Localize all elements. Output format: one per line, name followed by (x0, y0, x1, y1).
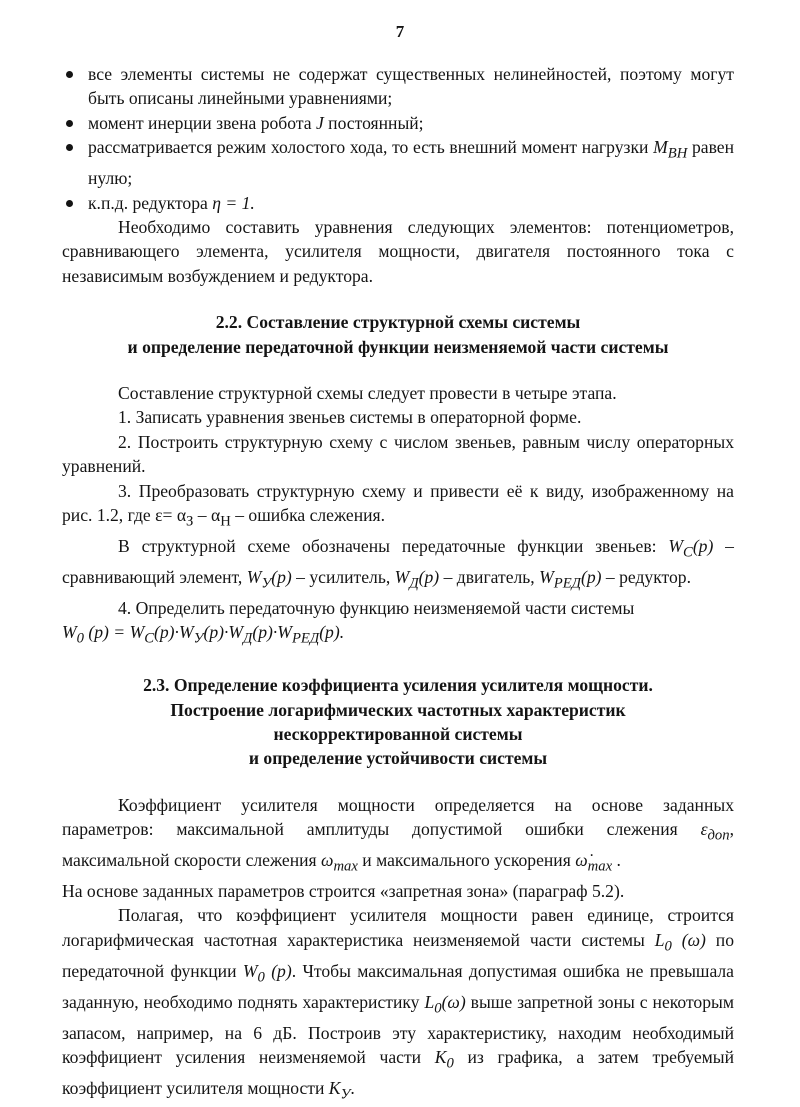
transfer-functions-paragraph: В структурной схеме обозначены передаточные функции звеньев: $W_С(p)$ – сравнивающий элемент, $W_У(p)$ – усилитель, $W_Д(p)$ – двигатель, $W_{РЕД}(p)$ – редуктор. (62, 535, 734, 592)
section-heading-2-3-line2: Построение логарифмических частотных характеристик (170, 699, 626, 720)
list-item-text: все элементы системы не содержат существенных нелинейностей, поэтому могут быть описаны линейными уравнениями; (88, 64, 734, 109)
section-heading-2-2-line2: и определение передаточной функции неизменяемой части системы (127, 336, 669, 357)
section-heading-2-3-line3: нескорректированной системы (273, 723, 523, 744)
list-item (62, 62, 734, 111)
page-number: 7 (395, 22, 405, 41)
paragraph-coefficient: Коэффициент усилителя мощности определяется на основе заданных параметров: максимальной амплитуды допустимой ошибки слежения $\varepsilon_{доп}$, максимальной скорости слежения $\omega_{max}$ и максимального ускорения $\omegȧ_{max}$ . На основе заданных параметров строится «запретная зона» (параграф 5.2). (62, 794, 734, 901)
section-heading-2-2-line1: 2.2. Составление структурной схемы системы (215, 312, 581, 333)
list-item: к.п.д. редуктора η = 1. (62, 191, 734, 215)
bullet-icon (66, 71, 73, 78)
list-item: рассматривается режим холостого хода, то есть внешний момент нагрузки $M_{ВН}$ равен нулю; (62, 135, 734, 190)
variable-M: M (653, 137, 668, 158)
paragraph-lfc: Полагая, что коэффициент усилителя мощности равен единице, строится логарифмическая частотная характеристика неизменяемой части системы $L_0$ (ω) по передаточной функции $W_0$ (p). Чтобы максимальная допустимая ошибка не превышала заданную, необходимо поднять характеристику $L_0(\omega)$ выше запретной зоны с некоторым запасом, например, на 6 дБ. Построив эту характеристику, находим необходимый коэффициент усиления неизменяемой части $K_0$ из графика, а затем требуемый коэффициент усилителя мощности $K_У$. (62, 905, 734, 1103)
step-1: 1. Записать уравнения звеньев системы в операторной форме. (118, 407, 582, 428)
formula-w0: $W_0$ $(p) = W_С(p)\cdot W_У(p)\cdot W_Д(p)\cdot W_{РЕД}(p)$. (62, 622, 345, 647)
bullet-icon (66, 144, 73, 151)
paragraph-elements: Необходимо составить уравнения следующих элементов: потенциометров, сравнивающего элемента, усилителя мощности, двигателя постоянного тока с независимым возбуждением и редуктора. (62, 216, 734, 286)
variable-eta: η = 1. (212, 192, 255, 213)
section-heading-2-3-line4: и определение устойчивости системы (248, 748, 548, 769)
paragraph-intro: Составление структурной схемы следует провести в четыре этапа. (118, 382, 617, 403)
bullet-icon (66, 200, 73, 207)
step-3: 3. Преобразовать структурную схему и привести её к виду, изображенному на рис. 1.2, где $\varepsilon= \alpha_З - \alpha_Н$ – ошибка слежения. (62, 480, 734, 530)
bullet-icon (66, 120, 73, 127)
list-item: момент инерции звена робота J постоянный; (62, 111, 734, 135)
page-content (62, 62, 734, 1107)
section-heading-2-3-line1: 2.3. Определение коэффициента усиления усилителя мощности. (143, 675, 653, 696)
step-4: 4. Определить передаточную функцию неизменяемой части системы (118, 597, 635, 618)
step-2: 2. Построить структурную схему с числом звеньев, равным числу операторных уравнений. (62, 431, 734, 477)
variable-J: J (315, 112, 324, 133)
assumptions-list (62, 62, 734, 215)
